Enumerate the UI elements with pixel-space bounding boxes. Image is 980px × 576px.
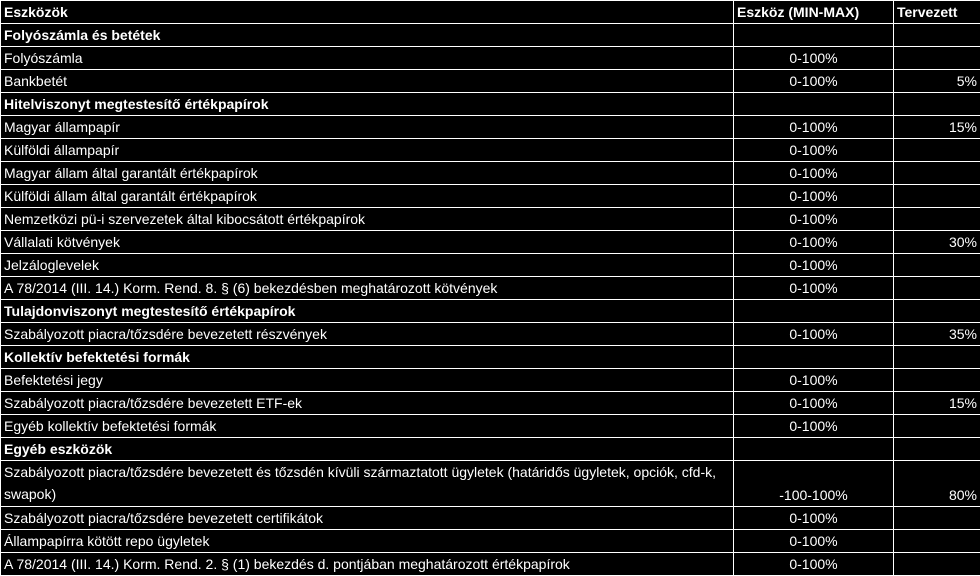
asset-range: 0-100% xyxy=(734,70,894,93)
section-empty-cell xyxy=(734,300,894,323)
table-row xyxy=(1,162,980,185)
asset-planned: 80% xyxy=(894,461,980,507)
header-range: Eszköz (MIN-MAX) xyxy=(734,1,894,24)
section-header-row xyxy=(1,24,980,47)
asset-range: 0-100% xyxy=(734,507,894,530)
section-empty-cell xyxy=(894,300,980,323)
asset-planned xyxy=(894,507,980,530)
asset-planned: 15% xyxy=(894,116,980,139)
asset-label: Szabályozott piacra/tőzsdére bevezetett és tőzsdén kívüli származtatott ügyletek (határidős ügyletek, opciók, cfd-k, swapok) xyxy=(1,461,734,507)
asset-range: 0-100% xyxy=(734,392,894,415)
asset-label: Állampapírra kötött repo ügyletek xyxy=(1,530,734,553)
asset-range: 0-100% xyxy=(734,231,894,254)
asset-range: 0-100% xyxy=(734,530,894,553)
table-row xyxy=(1,277,980,300)
table-row xyxy=(1,139,980,162)
asset-planned: 30% xyxy=(894,231,980,254)
asset-range: 0-100% xyxy=(734,47,894,70)
asset-label: Külföldi állam által garantált értékpapírok xyxy=(1,185,734,208)
asset-label: A 78/2014 (III. 14.) Korm. Rend. 8. § (6) bekezdésben meghatározott kötvények xyxy=(1,277,734,300)
asset-label: Egyéb kollektív befektetési formák xyxy=(1,415,734,438)
section-empty-cell xyxy=(734,24,894,47)
section-header-row xyxy=(1,438,980,461)
asset-label: Folyószámla xyxy=(1,47,734,70)
asset-label: Nemzetközi pü-i szervezetek által kibocsátott értékpapírok xyxy=(1,208,734,231)
table-body xyxy=(1,24,980,576)
asset-planned: 15% xyxy=(894,392,980,415)
asset-range: 0-100% xyxy=(734,323,894,346)
asset-planned xyxy=(894,162,980,185)
section-empty-cell xyxy=(894,438,980,461)
table-row xyxy=(1,116,980,139)
table-row xyxy=(1,231,980,254)
asset-label: Magyar állam által garantált értékpapírok xyxy=(1,162,734,185)
asset-planned xyxy=(894,185,980,208)
header-planned: Tervezett xyxy=(894,1,980,24)
section-empty-cell xyxy=(734,346,894,369)
asset-label: Szabályozott piacra/tőzsdére bevezetett ETF-ek xyxy=(1,392,734,415)
asset-planned xyxy=(894,415,980,438)
asset-label: Bankbetét xyxy=(1,70,734,93)
section-empty-cell xyxy=(894,346,980,369)
asset-planned xyxy=(894,553,980,576)
table-row xyxy=(1,507,980,530)
asset-range: 0-100% xyxy=(734,415,894,438)
section-empty-cell xyxy=(894,93,980,116)
table-row xyxy=(1,254,980,277)
section-header-row xyxy=(1,346,980,369)
section-empty-cell xyxy=(894,24,980,47)
asset-range: 0-100% xyxy=(734,208,894,231)
asset-label: Szabályozott piacra/tőzsdére bevezetett részvények xyxy=(1,323,734,346)
table-row xyxy=(1,47,980,70)
asset-label: Befektetési jegy xyxy=(1,369,734,392)
asset-planned xyxy=(894,139,980,162)
asset-planned: 35% xyxy=(894,323,980,346)
table-row xyxy=(1,185,980,208)
section-title: Tulajdonviszonyt megtestesítő értékpapírok xyxy=(1,300,734,323)
section-title: Kollektív befektetési formák xyxy=(1,346,734,369)
table-row xyxy=(1,208,980,231)
asset-label: Szabályozott piacra/tőzsdére bevezetett certifikátok xyxy=(1,507,734,530)
asset-range: 0-100% xyxy=(734,116,894,139)
section-header-row xyxy=(1,300,980,323)
table-row xyxy=(1,369,980,392)
table-row xyxy=(1,461,980,507)
section-title: Egyéb eszközök xyxy=(1,438,734,461)
header-row xyxy=(1,1,980,24)
table-row xyxy=(1,70,980,93)
table-row xyxy=(1,415,980,438)
asset-label: Vállalati kötvények xyxy=(1,231,734,254)
asset-range: 0-100% xyxy=(734,369,894,392)
header-asset: Eszközök xyxy=(1,1,734,24)
table-row xyxy=(1,530,980,553)
asset-planned xyxy=(894,47,980,70)
table-row xyxy=(1,553,980,576)
asset-label: A 78/2014 (III. 14.) Korm. Rend. 2. § (1) bekezdés d. pontjában meghatározott értékpapírok xyxy=(1,553,734,576)
asset-planned xyxy=(894,369,980,392)
section-header-row xyxy=(1,93,980,116)
asset-range: 0-100% xyxy=(734,185,894,208)
asset-range: 0-100% xyxy=(734,254,894,277)
table-row xyxy=(1,392,980,415)
asset-range: 0-100% xyxy=(734,553,894,576)
asset-range: 0-100% xyxy=(734,162,894,185)
asset-label: Magyar állampapír xyxy=(1,116,734,139)
asset-range: 0-100% xyxy=(734,139,894,162)
asset-label: Jelzáloglevelek xyxy=(1,254,734,277)
asset-planned xyxy=(894,254,980,277)
asset-planned xyxy=(894,530,980,553)
asset-planned xyxy=(894,208,980,231)
table-row xyxy=(1,323,980,346)
asset-label: Külföldi állampapír xyxy=(1,139,734,162)
section-empty-cell xyxy=(734,93,894,116)
asset-range: 0-100% xyxy=(734,277,894,300)
section-title: Hitelviszonyt megtestesítő értékpapírok xyxy=(1,93,734,116)
section-empty-cell xyxy=(734,438,894,461)
asset-range: -100-100% xyxy=(734,461,894,507)
asset-planned: 5% xyxy=(894,70,980,93)
section-title: Folyószámla és betétek xyxy=(1,24,734,47)
asset-planned xyxy=(894,277,980,300)
